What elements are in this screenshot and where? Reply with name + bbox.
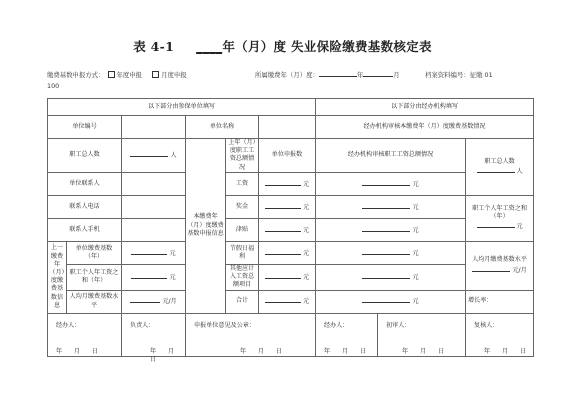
verify-other-value[interactable]: 元 — [316, 264, 466, 290]
item-allowance-value[interactable]: 元 — [259, 218, 316, 241]
verify-wage-header: 经办机构审核职工工资总额情况 — [316, 139, 466, 173]
prev-group-label: 上一缴费年（月）度缴费基数信息 — [48, 241, 67, 313]
verify-wage-value[interactable]: 元 — [316, 172, 466, 195]
sig-date-2: 年 月 日 — [150, 347, 175, 363]
item-wage-value[interactable]: 元 — [259, 172, 316, 195]
method-annual-label: 年度申报 — [116, 71, 143, 79]
sig-date-4: 年 月 日 — [324, 347, 367, 355]
base-verification-table — [47, 98, 534, 363]
right-employees-blank[interactable] — [477, 166, 515, 173]
row-phone — [48, 195, 534, 218]
period-year-unit: 年 — [356, 71, 364, 79]
right-employees-label: 职工总人数 — [484, 157, 515, 165]
item-holiday-value[interactable]: 元 — [259, 241, 316, 264]
employees-value[interactable]: 人 — [122, 139, 186, 173]
row-contact — [48, 172, 534, 195]
unit-code-label: 单位编号 — [48, 116, 122, 139]
table-number: 表 4-1 — [133, 39, 175, 54]
row-avg-wage — [48, 264, 534, 290]
item-holiday: 节假日福利 — [226, 241, 259, 264]
item-total-value[interactable]: 元 — [259, 290, 316, 313]
contact-value[interactable] — [122, 172, 186, 195]
unit-name-value[interactable] — [259, 116, 316, 139]
wage-total-header: 上年（月）度职工工资总额情况 — [226, 139, 259, 173]
row-employees — [48, 139, 534, 173]
verify-holiday-value[interactable]: 元 — [316, 241, 466, 264]
avg-base-value[interactable]: 元/月 — [122, 290, 186, 313]
row-unit-base — [48, 241, 534, 264]
wage-sum-blank[interactable] — [477, 221, 515, 228]
section-header-row — [48, 99, 534, 116]
item-bonus-value[interactable]: 元 — [259, 195, 316, 218]
sig-opinion-cell — [186, 313, 316, 356]
verify-bonus-value[interactable]: 元 — [316, 195, 466, 218]
sig-date-5: 年 月 日 — [402, 347, 445, 355]
declaration-method — [47, 70, 187, 79]
item-allowance: 津贴 — [226, 218, 259, 241]
title-text: 年（月）度 失业保险缴费基数核定表 — [222, 39, 432, 54]
item-total: 合计 — [226, 290, 259, 313]
unit-info-row — [48, 116, 534, 139]
sig-handler2-cell — [316, 313, 378, 356]
method-monthly-label: 月度申报 — [161, 71, 187, 79]
checkbox-monthly[interactable] — [152, 71, 159, 78]
form-title — [0, 37, 565, 55]
item-wage: 工资 — [226, 172, 259, 195]
unit-name-label: 单位名称 — [186, 116, 259, 139]
sig-rechecker: 复核人： — [474, 321, 499, 329]
wage-sum-label: 职工个人年工资之和（年） — [472, 205, 527, 221]
employees-label: 职工总人数 — [48, 139, 122, 173]
verify-allowance-value[interactable]: 元 — [316, 218, 466, 241]
sig-handler1-cell — [48, 313, 122, 356]
section-right-header: 以下部分由经办机构填写 — [316, 99, 534, 116]
unit-code-value[interactable] — [122, 116, 186, 139]
verify-title: 经办机构审核本缴费年（月）度缴费基数情况 — [316, 116, 534, 139]
mobile-label: 联系人手机 — [48, 218, 122, 241]
item-other-value[interactable]: 元 — [259, 264, 316, 290]
sig-reviewer: 初审人： — [386, 321, 411, 329]
item-bonus: 奖金 — [226, 195, 259, 218]
sig-leader: 负责人： — [130, 321, 155, 329]
archive-number: 档案资料编号：征缴 01 — [425, 71, 493, 79]
declared-header: 单位申报数 — [259, 139, 316, 173]
period-month-unit: 月 — [393, 71, 400, 79]
period-month-blank[interactable] — [363, 70, 393, 77]
phone-label: 联系人电话 — [48, 195, 122, 218]
sig-recheck-cell — [466, 313, 534, 356]
sig-date-6: 年 月 日 — [484, 347, 527, 355]
sig-leader-cell — [122, 313, 186, 363]
method-label: 缴费基数申报方式： — [47, 71, 105, 79]
sig-unit-opinion: 申报单位意见及公章： — [194, 321, 255, 329]
avg-month-blank[interactable] — [472, 265, 510, 272]
period-year-blank[interactable] — [319, 70, 357, 77]
contact-label: 单位联系人 — [48, 172, 122, 195]
archive-number-cont: 100 — [47, 82, 60, 90]
avg-wage-label: 职工个人年工资之和（年） — [67, 264, 122, 290]
phone-value[interactable] — [122, 195, 186, 218]
item-other: 其他应计入工资总额项目 — [226, 264, 259, 290]
title-blank: ____ — [196, 39, 223, 54]
sig-handler1: 经办人： — [56, 321, 81, 329]
avg-wage-value[interactable]: 元 — [122, 264, 186, 290]
period-label: 所属缴费年（月）度： — [255, 71, 319, 79]
sig-date-1: 年 月 日 — [56, 347, 99, 355]
mobile-value[interactable] — [122, 218, 186, 241]
sig-handler2: 经办人： — [324, 321, 349, 329]
section-left-header: 以下部分由参保单位填写 — [48, 99, 316, 116]
mid-group-label: 本缴费年（月）度缴费基数申报信息 — [186, 139, 226, 314]
growth-rate: 增长率： — [466, 290, 534, 313]
verify-total-value[interactable]: 元 — [316, 290, 466, 313]
row-mobile — [48, 218, 534, 241]
signature-row — [48, 313, 534, 356]
sig-date-3: 年 月 日 — [240, 347, 283, 355]
sig-reviewer-cell — [378, 313, 466, 356]
avg-month-label: 人均月缴费基数水平 — [472, 256, 527, 264]
unit-base-label: 单位缴费基数（年） — [67, 241, 122, 264]
right-employees-cell: 职工总人数 人 — [466, 139, 534, 196]
avg-month-cell: 人均月缴费基数水平 元/月 — [466, 241, 534, 290]
row-avg-base — [48, 290, 534, 313]
period-field — [255, 70, 400, 79]
wage-sum-cell: 职工个人年工资之和（年） 元 — [466, 195, 534, 241]
checkbox-annual[interactable] — [108, 71, 115, 78]
avg-base-label: 人均月缴费基数水平 — [67, 290, 122, 313]
unit-base-value[interactable]: 元 — [122, 241, 186, 264]
